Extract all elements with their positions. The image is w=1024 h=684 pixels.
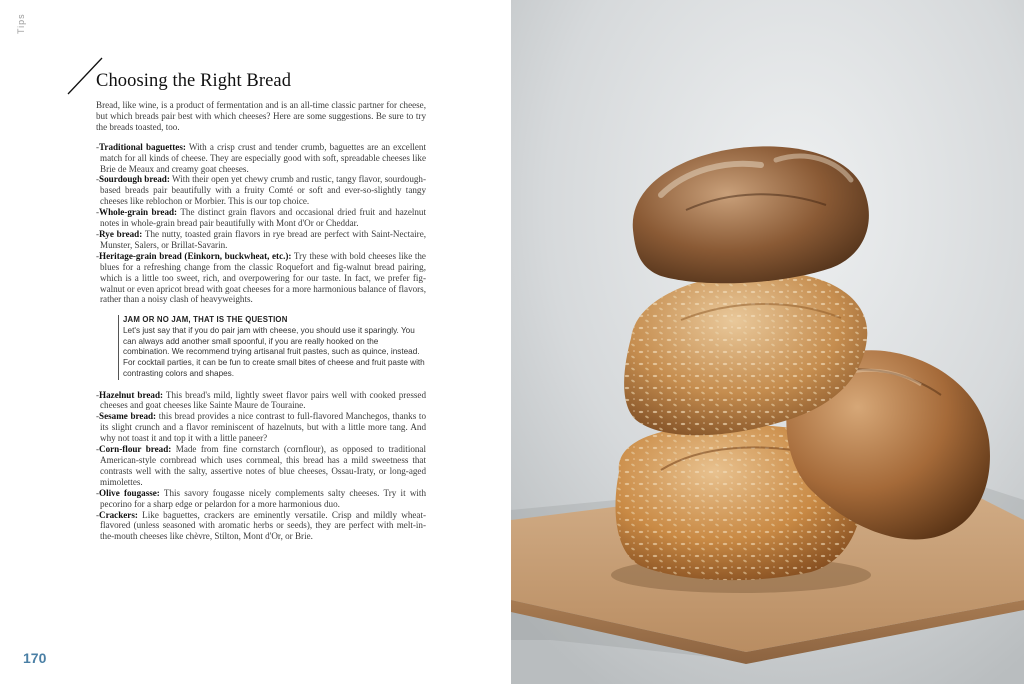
item-name: Olive fougasse: bbox=[99, 487, 160, 498]
item-text: With their open yet chewy crumb and rustic, tangy flavor, sourdough-based breads pair beautifully with a fruity Comté or soft and ever-so-slightly tangy cheeses like reblochon or Morbier. This is our top choice. bbox=[100, 174, 426, 207]
page-number: 170 bbox=[23, 650, 47, 666]
list-item: -Heritage-grain bread (Einkorn, buckwheat, etc.): Try these with bold cheeses like the blues for a refreshing change from the classic Roquefort and fig-walnut bread pairing, which is a little too sweet, rich, and overpowering for our taste. In fact, we prefer fig-walnut or even apricot bread with goat cheeses for a more harmonious balance of flavors, rather than a noisy clash of heavyweights. bbox=[96, 250, 426, 305]
list-item: -Rye bread: The nutty, toasted grain flavors in rye bread are perfect with Saint-Nectaire, Munster, Salers, or Brillat-Savarin. bbox=[96, 228, 426, 250]
list-item: -Hazelnut bread: This bread's mild, lightly sweet flavor pairs well with cooked pressed cheeses and goat cheeses like Sainte Maure de Touraine. bbox=[96, 389, 427, 411]
section-tab-label: Tips bbox=[16, 13, 26, 34]
item-text: This bread's mild, lightly sweet flavor pairs well with cooked pressed cheeses and goat cheeses like Sainte Maure de Touraine. bbox=[100, 389, 427, 411]
callout-box bbox=[118, 315, 426, 379]
list-item: -Crackers: Like baguettes, crackers are eminently versatile. Crisp and mildly wheat-flavored (unless seasoned with aromatic herbs or seeds), they are perfect with melt-in-the-mouth cheeses like chèvre, Stilton, Mont d'Or, or Brie. bbox=[96, 509, 426, 542]
item-text: With a crisp crust and tender crumb, baguettes are an excellent match for all kinds of cheese. They are especially good with soft, spreadable cheeses like Brie de Meaux and creamy goat cheeses. bbox=[100, 141, 426, 174]
bread-photo bbox=[511, 0, 1024, 684]
item-name: Sourdough bread: bbox=[99, 174, 170, 185]
list-item: -Olive fougasse: This savory fougasse nicely complements salty cheeses. Try it with pecorino for a sharp edge or pelardon for a more harmonious duo. bbox=[96, 487, 426, 509]
list-item: -Traditional baguettes: With a crisp crust and tender crumb, baguettes are an excellent match for all kinds of cheese. They are especially good with soft, spreadable cheeses like Brie de Meaux and creamy goat cheeses. bbox=[96, 141, 426, 174]
item-text: Like baguettes, crackers are eminently versatile. Crisp and mildly wheat-flavored (unless seasoned with aromatic herbs or seeds), they are perfect with melt-in-the-mouth cheeses like chèvre, Stilton, Mont d'Or, or Brie. bbox=[100, 509, 426, 542]
item-name: Hazelnut bread: bbox=[99, 389, 164, 400]
item-text: The nutty, toasted grain flavors in rye bread are perfect with Saint-Nectaire, Munster, Salers, or Brillat-Savarin. bbox=[100, 228, 426, 250]
list-item: -Sourdough bread: With their open yet chewy crumb and rustic, tangy flavor, sourdough-based breads pair beautifully with a fruity Comté or soft and ever-so-slightly tangy cheeses like reblochon or Morbier. This is our top choice. bbox=[96, 174, 426, 207]
list-item: -Sesame bread: this bread provides a nice contrast to full-flavored Manchegos, thanks to its slight crunch and a flavor reminiscent of hazelnuts, but with a little more tang. And why not toast it and top it with a little paneer? bbox=[96, 411, 426, 444]
left-page bbox=[0, 0, 511, 684]
item-name: Rye bread: bbox=[99, 228, 143, 239]
callout-title: JAM OR NO JAM, THAT IS THE QUESTION bbox=[123, 315, 288, 325]
item-text: this bread provides a nice contrast to full-flavored Manchegos, thanks to its slight crunch and a flavor reminiscent of hazelnuts, but with a little more tang. And why not toast it and top it with a little paneer? bbox=[100, 411, 426, 444]
intro-paragraph: Bread, like wine, is a product of fermentation and is an all-time classic partner for cheese, but which breads pair best with which cheeses? Here are some suggestions. Be sure to try the breads toasted, too. bbox=[96, 100, 426, 132]
callout-text: Let's just say that if you do pair jam with cheese, you should use it sparingly. You can always add another small spoonful, if you are really hooked on the combination. We recommend trying artisanal fruit pastes, such as quince, instead. For cocktail parties, it can be fun to create small bites of cheese and fruit paste with contrasting colors and shapes. bbox=[123, 326, 425, 378]
item-name: Sesame bread: bbox=[99, 411, 157, 422]
item-name: Corn-flour bread: bbox=[99, 444, 172, 455]
item-name: Traditional baguettes: bbox=[99, 141, 186, 152]
item-name: Heritage-grain bread (Einkorn, buckwheat, etc.): bbox=[99, 250, 292, 261]
list-item: -Whole-grain bread: The distinct grain flavors and occasional dried fruit and hazelnut notes in whole-grain bread pair beautifully with Mont d'Or or Cheddar. bbox=[96, 207, 426, 229]
item-name: Whole-grain bread: bbox=[99, 207, 178, 218]
article-body bbox=[96, 100, 426, 542]
bread-stack-illustration bbox=[511, 0, 1024, 684]
item-text: Made from fine cornstarch (cornflour), as opposed to traditional American-style cornbread which uses cornmeal, this bread has a mild sweetness that contrasts well with the salty, assertive notes of blue cheeses, Ossau-Iraty, or long-aged mimolettes. bbox=[100, 444, 426, 487]
item-text: Try these with bold cheeses like the blues for a refreshing change from the classic Roquefort and fig-walnut bread pairing, which is a little too sweet, rich, and overpowering for our taste. In fact, we prefer fig-walnut or even apricot bread with goat cheeses for a more harmonious balance of flavors, rather than a noisy clash of heavyweights. bbox=[100, 250, 426, 305]
item-text: This savory fougasse nicely complements salty cheeses. Try it with pecorino for a sharp edge or pelardon for a more harmonious duo. bbox=[100, 487, 426, 509]
item-text: The distinct grain flavors and occasional dried fruit and hazelnut notes in whole-grain bread pair beautifully with Mont d'Or or Cheddar. bbox=[100, 207, 426, 229]
item-name: Crackers: bbox=[99, 509, 138, 520]
list-item: -Corn-flour bread: Made from fine cornstarch (cornflour), as opposed to traditional American-style cornbread which uses cornmeal, this bread has a mild sweetness that contrasts well with the salty, assertive notes of blue cheeses, Ossau-Iraty, or long-aged mimolettes. bbox=[96, 444, 426, 487]
page-title: Choosing the Right Bread bbox=[96, 71, 292, 91]
